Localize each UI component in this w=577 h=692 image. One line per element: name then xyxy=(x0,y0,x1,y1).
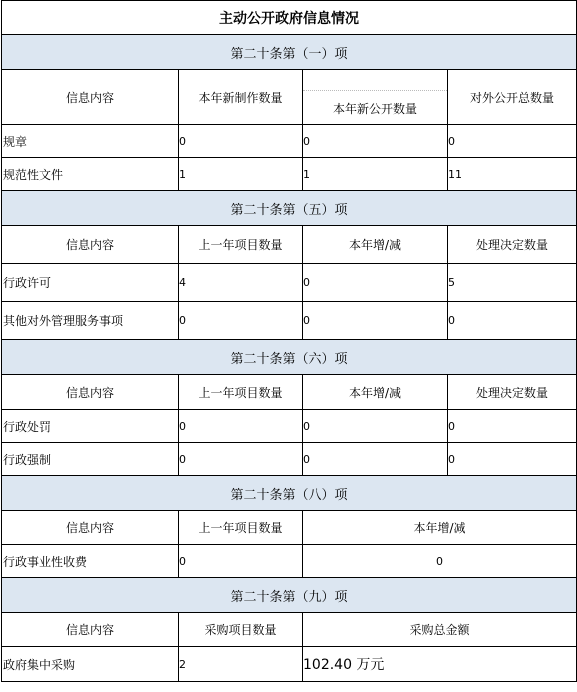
column-header-row xyxy=(2,226,577,264)
column-header: 信息内容 xyxy=(2,613,179,647)
table-cell: 0 xyxy=(179,410,303,443)
section-heading: 第二十条第（六）项 xyxy=(2,340,577,375)
row-label: 规范性文件 xyxy=(2,158,179,191)
table-cell: 102.40 万元 xyxy=(303,647,577,682)
row-label: 规章 xyxy=(2,125,179,158)
table-cell: 4 xyxy=(179,264,303,302)
table-row xyxy=(2,410,577,443)
column-header xyxy=(303,70,448,125)
column-header: 上一年项目数量 xyxy=(179,511,303,545)
column-header: 信息内容 xyxy=(2,226,179,264)
column-header: 对外公开总数量 xyxy=(448,70,577,125)
column-header: 上一年项目数量 xyxy=(179,375,303,410)
table-cell: 0 xyxy=(303,410,448,443)
table-cell: 0 xyxy=(179,302,303,340)
column-header: 采购总金额 xyxy=(303,613,577,647)
table-cell: 0 xyxy=(448,125,577,158)
table-cell: 0 xyxy=(179,125,303,158)
table-cell: 0 xyxy=(179,443,303,476)
table-row xyxy=(2,158,577,191)
table-cell: 2 xyxy=(179,647,303,682)
column-header-row xyxy=(2,375,577,410)
section-heading: 第二十条第（五）项 xyxy=(2,191,577,226)
table-cell: 0 xyxy=(303,302,448,340)
column-header: 信息内容 xyxy=(2,70,179,125)
row-label: 行政事业性收费 xyxy=(2,545,179,578)
table-row xyxy=(2,302,577,340)
table-cell: 0 xyxy=(303,545,577,578)
section-heading: 第二十条第（九）项 xyxy=(2,578,577,613)
column-header-row xyxy=(2,613,577,647)
section-heading-row xyxy=(2,191,577,226)
page-title: 主动公开政府信息情况 xyxy=(2,1,577,35)
disclosure-table xyxy=(1,0,577,682)
table-row xyxy=(2,545,577,578)
table-cell: 0 xyxy=(303,264,448,302)
column-header-row xyxy=(2,70,577,125)
row-label: 行政处罚 xyxy=(2,410,179,443)
table-cell: 0 xyxy=(448,302,577,340)
table-cell: 1 xyxy=(179,158,303,191)
column-header-label: 本年新公开数量 xyxy=(332,101,417,116)
column-header: 处理决定数量 xyxy=(448,226,577,264)
table-cell: 0 xyxy=(448,443,577,476)
section-heading: 第二十条第（一）项 xyxy=(2,35,577,70)
column-header: 信息内容 xyxy=(2,375,179,410)
column-header: 本年新制作数量 xyxy=(179,70,303,125)
section-heading: 第二十条第（八）项 xyxy=(2,476,577,511)
table-cell: 0 xyxy=(303,443,448,476)
section-heading-row xyxy=(2,476,577,511)
column-header: 本年增/减 xyxy=(303,226,448,264)
title-row xyxy=(2,1,577,35)
column-header: 采购项目数量 xyxy=(179,613,303,647)
table-row xyxy=(2,443,577,476)
table-cell: 0 xyxy=(179,545,303,578)
column-header: 处理决定数量 xyxy=(448,375,577,410)
row-label: 行政许可 xyxy=(2,264,179,302)
table-cell: 1 xyxy=(303,158,448,191)
column-header: 本年增/减 xyxy=(303,511,577,545)
row-label: 政府集中采购 xyxy=(2,647,179,682)
table-row xyxy=(2,125,577,158)
table-cell: 5 xyxy=(448,264,577,302)
section-heading-row xyxy=(2,35,577,70)
column-header: 信息内容 xyxy=(2,511,179,545)
table-cell: 0 xyxy=(303,125,448,158)
row-label: 其他对外管理服务事项 xyxy=(2,302,179,340)
table-cell: 11 xyxy=(448,158,577,191)
column-header: 本年增/减 xyxy=(303,375,448,410)
table-row xyxy=(2,264,577,302)
column-header-row xyxy=(2,511,577,545)
section-heading-row xyxy=(2,340,577,375)
table-cell: 0 xyxy=(448,410,577,443)
section-heading-row xyxy=(2,578,577,613)
column-header: 上一年项目数量 xyxy=(179,226,303,264)
table-row xyxy=(2,647,577,682)
row-label: 行政强制 xyxy=(2,443,179,476)
